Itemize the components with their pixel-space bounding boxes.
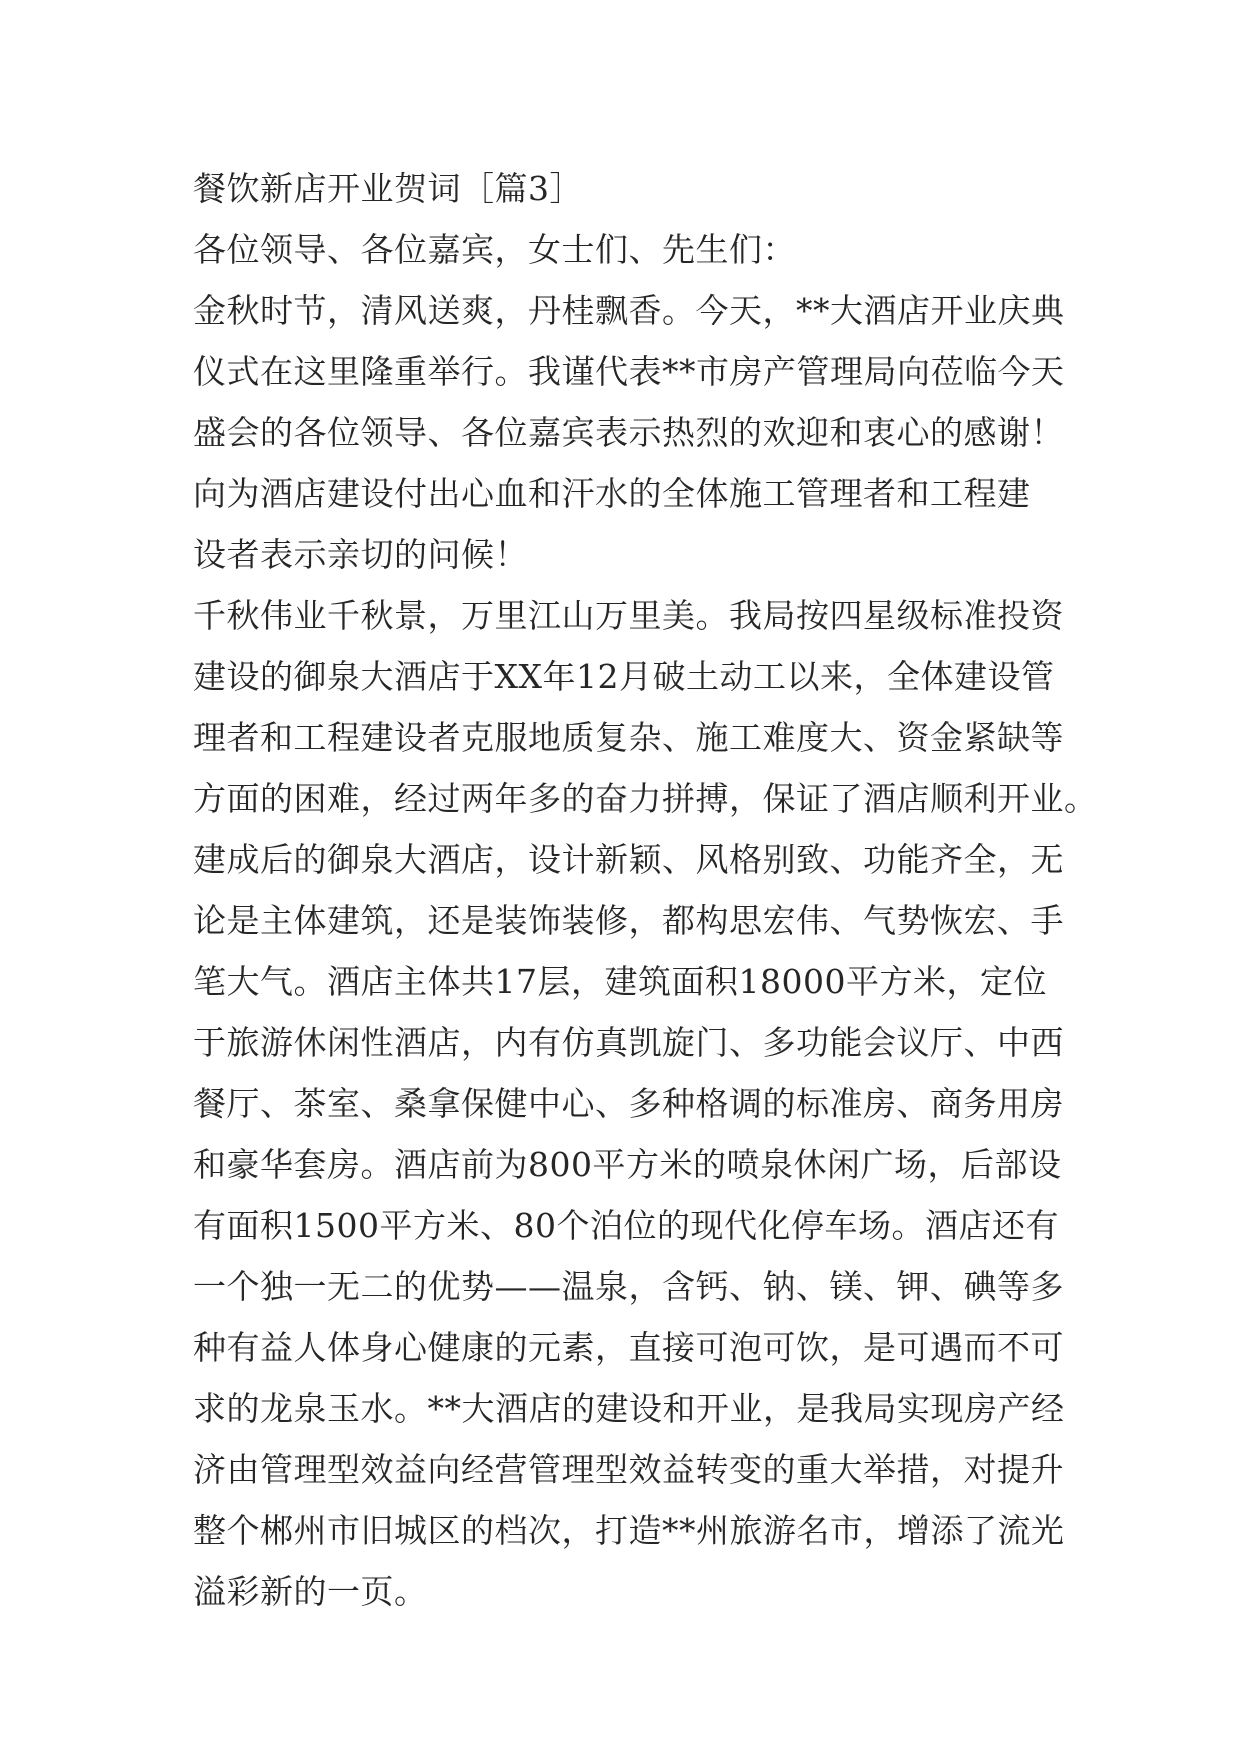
text-line: 溢彩新的一页。 [193,1572,428,1611]
text-line: 建设的御泉大酒店于XX年12月破土动工以来，全体建设管 [193,657,1055,696]
text-line: 理者和工程建设者克服地质复杂、施工难度大、资金紧缺等 [193,718,1064,757]
text-line: 向为酒店建设付出心血和汗水的全体施工管理者和工程建 [193,474,1031,513]
document-body [193,158,1098,1622]
text-line: 于旅游休闲性酒店，内有仿真凯旋门、多功能会议厅、中西 [193,1023,1064,1062]
text-line: 有面积1500平方米、80个泊位的现代化停车场。酒店还有 [193,1206,1059,1245]
text-line: 盛会的各位领导、各位嘉宾表示热烈的欢迎和衷心的感谢！ [193,413,1064,452]
text-line: 方面的困难，经过两年多的奋力拼搏，保证了酒店顺利开业。 [193,779,1098,818]
text-line: 论是主体建筑，还是装饰装修，都构思宏伟、气势恢宏、手 [193,901,1064,940]
text-line: 整个郴州市旧城区的档次，打造**州旅游名市，增添了流光 [193,1511,1065,1550]
salutation: 各位领导、各位嘉宾，女士们、先生们： [193,230,796,269]
text-line: 设者表示亲切的问候！ [193,535,528,574]
document-title: 餐饮新店开业贺词［篇3］ [193,169,583,208]
text-line: 和豪华套房。酒店前为800平方米的喷泉休闲广场，后部设 [193,1145,1062,1184]
text-line: 种有益人体身心健康的元素，直接可泡可饮，是可遇而不可 [193,1328,1064,1367]
text-line: 济由管理型效益向经营管理型效益转变的重大举措，对提升 [193,1450,1064,1489]
text-line: 金秋时节，清风送爽，丹桂飘香。今天，**大酒店开业庆典 [193,291,1065,330]
text-line: 仪式在这里隆重举行。我谨代表**市房产管理局向莅临今天 [193,352,1065,391]
text-line: 求的龙泉玉水。**大酒店的建设和开业，是我局实现房产经 [193,1389,1065,1428]
text-line: 笔大气。酒店主体共17层，建筑面积18000平方米，定位 [193,962,1047,1001]
text-line: 一个独一无二的优势——温泉，含钙、钠、镁、钾、碘等多 [193,1267,1064,1306]
text-line: 建成后的御泉大酒店，设计新颖、风格别致、功能齐全，无 [193,840,1064,879]
text-line: 餐厅、茶室、桑拿保健中心、多种格调的标准房、商务用房 [193,1084,1064,1123]
text-line: 千秋伟业千秋景，万里江山万里美。我局按四星级标准投资 [193,596,1064,635]
